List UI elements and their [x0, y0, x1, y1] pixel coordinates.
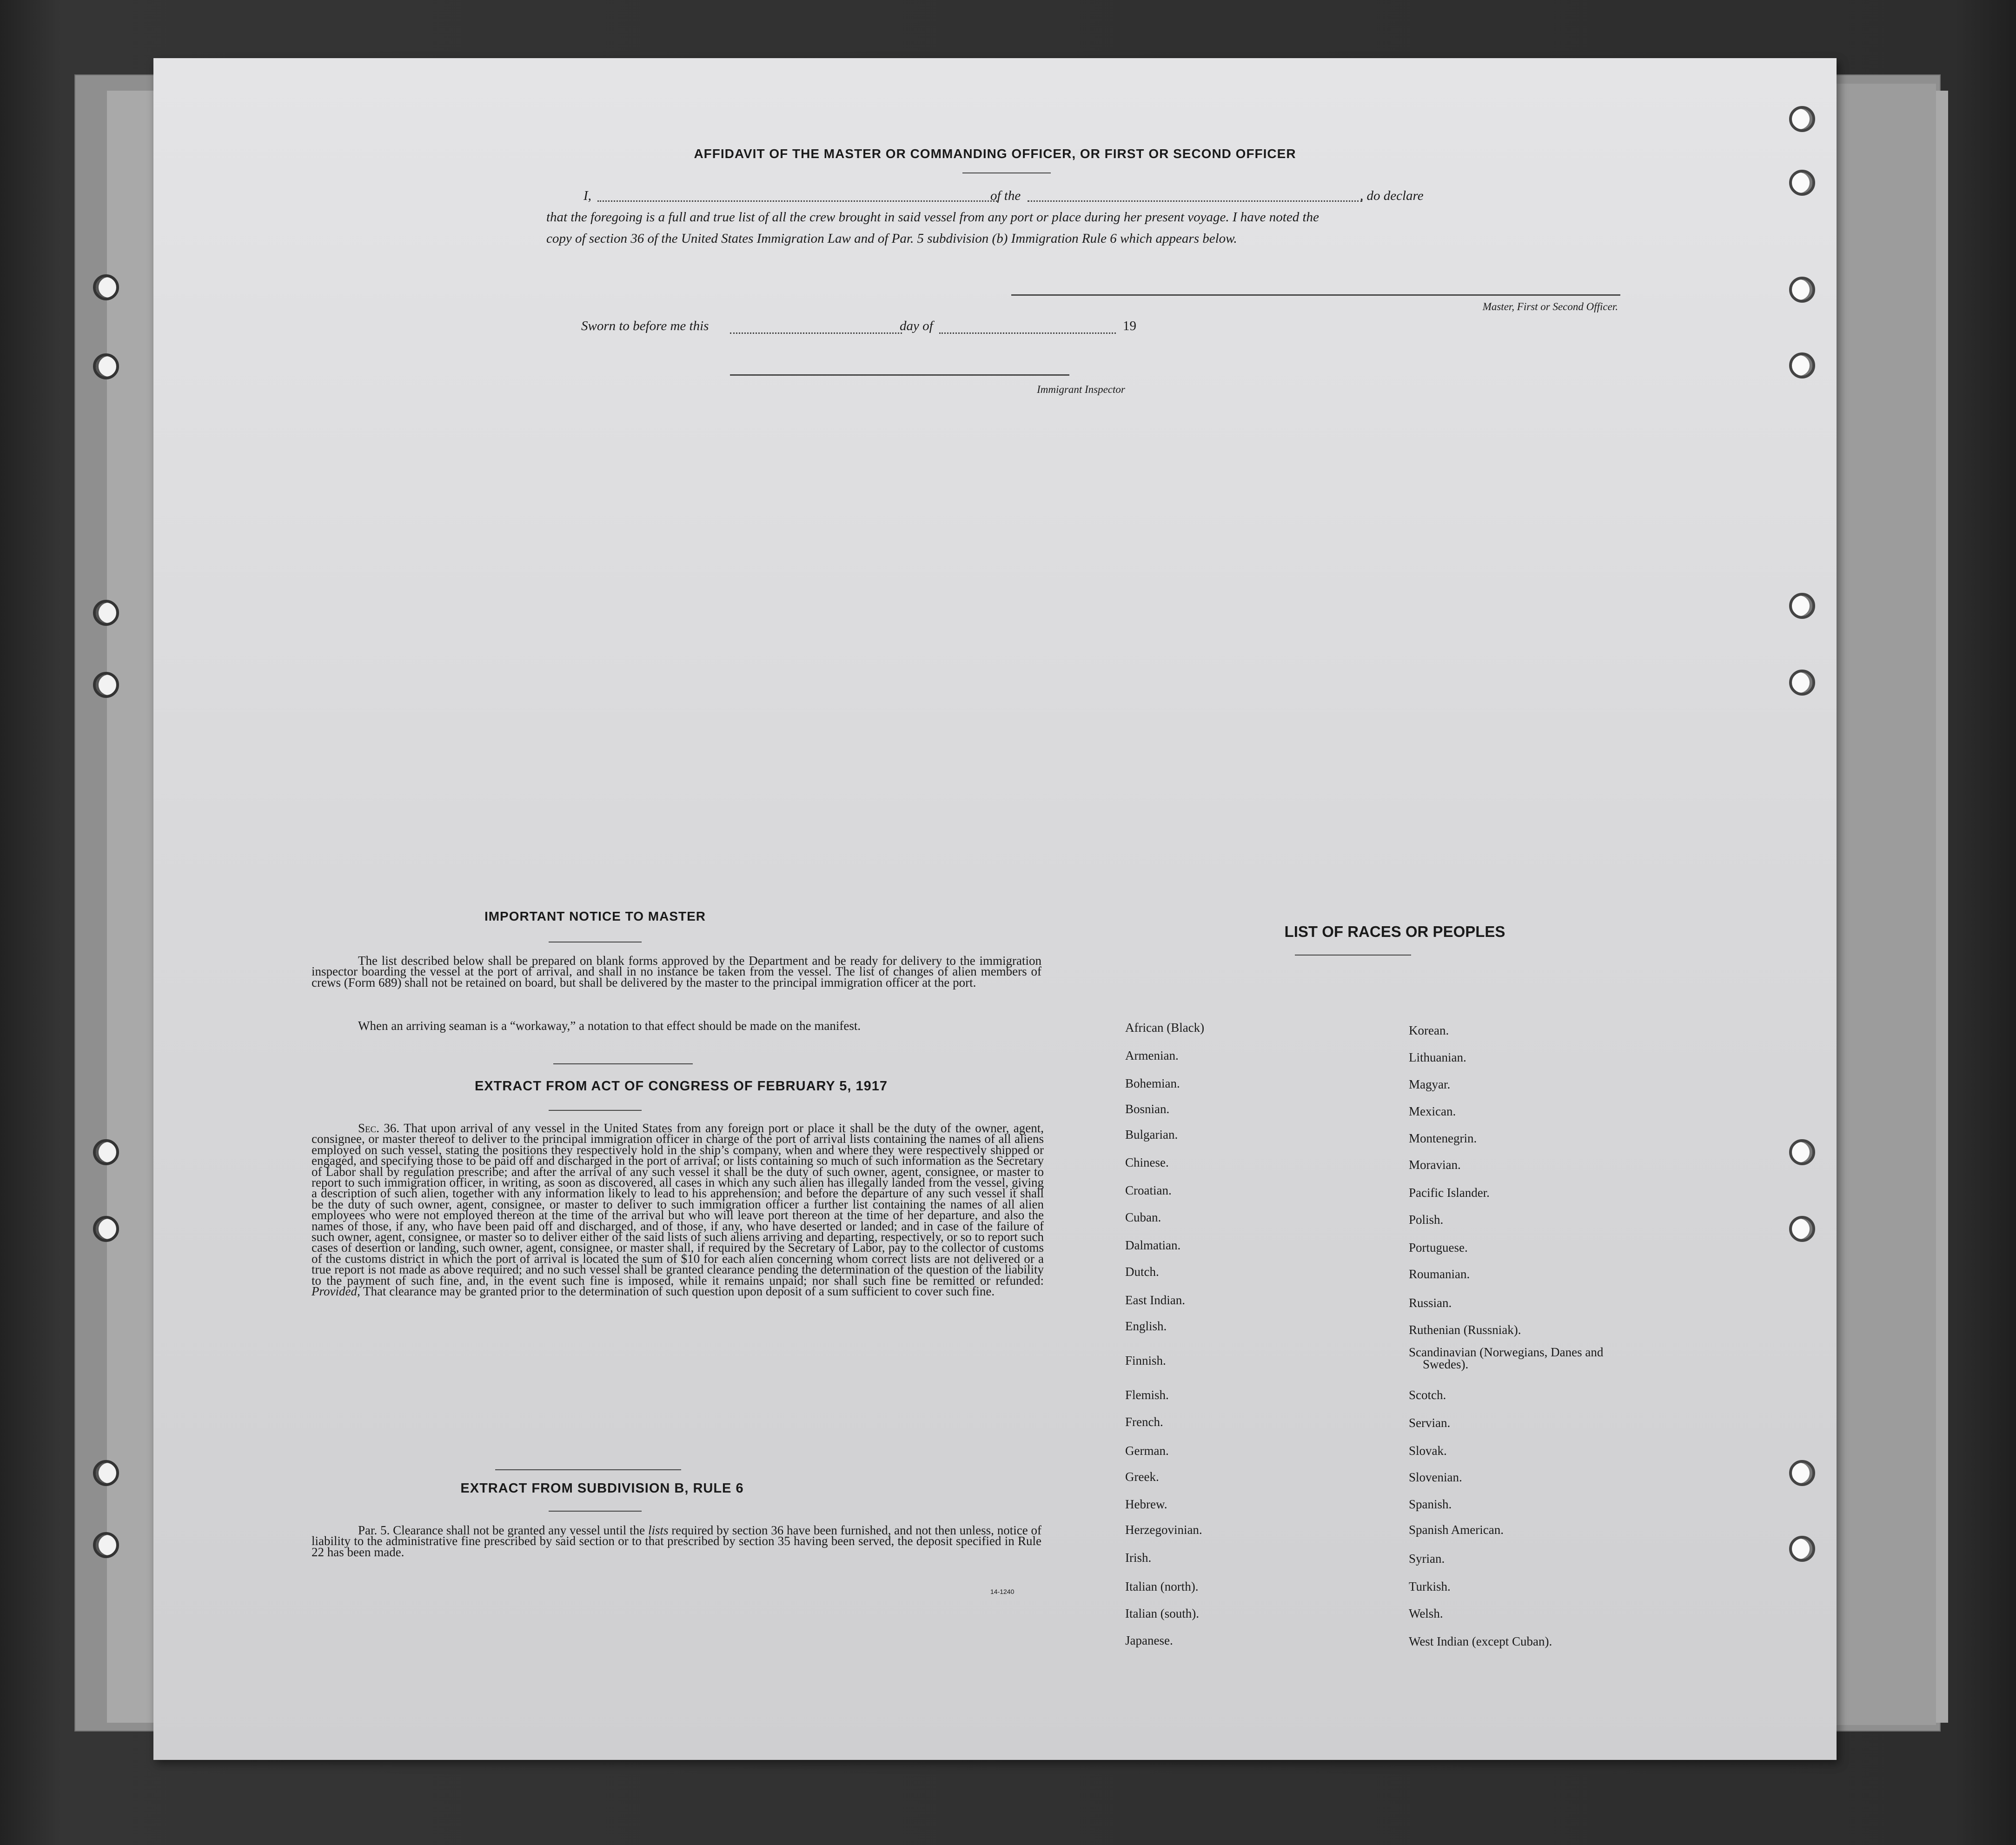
race-item: Lithuanian. [1409, 1050, 1466, 1064]
race-item: Scotch. [1409, 1388, 1446, 1402]
race-item: English. [1125, 1319, 1167, 1333]
race-item: Mexican. [1409, 1104, 1456, 1118]
race-item: Polish. [1409, 1213, 1444, 1227]
race-item: East Indian. [1125, 1293, 1185, 1307]
day-of-text: day of [900, 319, 933, 333]
race-item: Chinese. [1125, 1155, 1169, 1169]
inspector-caption: Immigrant Inspector [1037, 384, 1125, 395]
vessel-name-blank[interactable] [1028, 200, 1362, 202]
sworn-month-blank[interactable] [939, 332, 1116, 334]
signature-line[interactable] [1011, 294, 1620, 296]
race-item: Dutch. [1125, 1265, 1159, 1279]
lists-word: lists [648, 1523, 669, 1537]
binder-hole-icon [1789, 670, 1815, 696]
sworn-day-blank[interactable] [730, 332, 902, 334]
binder-hole-icon [93, 600, 119, 626]
binder-hole-icon [1789, 170, 1815, 196]
binder-hole-icon [1789, 106, 1815, 132]
binder-hole-icon [1789, 352, 1815, 378]
race-item: Korean. [1409, 1023, 1449, 1037]
race-item: Roumanian. [1409, 1267, 1470, 1281]
races-title: LIST OF RACES OR PEOPLES [1284, 923, 1505, 940]
section-text: That upon arrival of any vessel in the United States from any foreign port or place it shall be the duty of the owner, agent, consignee, or master thereof to deliver to the principal immigration officer in charge of the port of arrival lists containing the names of all aliens employed on such vessel, stating the positions they respectively hold in the ship’s company, when and where they were respectively shipped or engaged, and specifying those to be paid off and discharged in the port of arrival; or lists containing so much of such information as the Secretary of Labor shall by regulation prescribe; and after the arrival of any such vessel it shall be the duty of such owner, agent, consignee, or master to report to such immigration officer, in writing, as soon as discovered, all cases in which any such alien has illegally landed from the vessel, giving a description of such alien, together with any information likely to lead to his apprehension; and before the departure of any such vessel it shall be the duty of such owner, agent, consignee, or master to deliver to such immigration officer a further list containing the names of all alien employees who were not employed thereon at the time of the arrival but who will leave port thereon at the time of her departure, and also the names of those, if any, who have been paid off and discharged, and of those, if any, who have deserted or landed; and in case of the failure of such owner, agent, consignee, or master so to deliver either of the said lists of such aliens arriving and departing, respectively, or so to report such cases of desertion or landing, such owner, agent, consignee, or master shall, if required by the Secretary of Labor, pay to the collector of customs of the customs district in which the port of arrival is located the sum of $10 for each alien concerning whom correct lists are not delivered or a true report is not made as above required; and no such vessel shall be granted clearance pending the determination of the question of the liability to the payment of such fine, and, in the event such fine is imposed, while it remains unpaid; nor shall such fine be remitted or refunded: [312, 1121, 1044, 1288]
race-item: Ruthenian (Russniak). [1409, 1323, 1521, 1337]
affidavit-line: copy of section 36 of the United States Immigration Law and of Par. 5 subdivision (b) Immigration Rule 6 which appears below. [546, 231, 1237, 246]
race-item: Bosnian. [1125, 1102, 1170, 1116]
section-36-paragraph [312, 1123, 1044, 1297]
par-5-text-end: required by section 36 have been furnished, and not then unless, notice of liability to the administrative fine prescribed by said section or to that prescribed by section 35 having been served, the deposit specified in Rule 22 has been made. [312, 1523, 1041, 1559]
signature-caption: Master, First or Second Officer. [1482, 301, 1618, 312]
binder-hole-icon [93, 1460, 119, 1486]
binder-hole-icon [93, 353, 119, 379]
manifest-page [153, 58, 1837, 1760]
binder-hole-icon [93, 1532, 119, 1558]
notice-paragraph: When an arriving seaman is a “workaway,” a notation to that effect should be made on the manifest. [358, 1019, 861, 1033]
race-item: Dalmatian. [1125, 1238, 1181, 1252]
affidavit-of-the: of the [990, 188, 1021, 203]
race-item: Italian (south). [1125, 1606, 1199, 1620]
binder-hole-icon [1789, 1216, 1815, 1242]
race-item: Bulgarian. [1125, 1128, 1178, 1142]
race-item: Slovak. [1409, 1444, 1447, 1458]
race-item: Spanish. [1409, 1497, 1452, 1511]
extract-rule-title: EXTRACT FROM SUBDIVISION B, RULE 6 [460, 1481, 744, 1496]
race-item: Armenian. [1125, 1049, 1179, 1062]
binder-hole-icon [93, 672, 119, 698]
binder-hole-icon [93, 274, 119, 300]
race-item: German. [1125, 1444, 1169, 1458]
divider [495, 1469, 681, 1470]
affidavit-line: that the foregoing is a full and true list of all the crew brought in said vessel from any port or place during her present voyage. I have noted the [546, 210, 1319, 225]
divider [549, 1511, 642, 1512]
master-name-blank[interactable] [597, 200, 997, 202]
binder-hole-icon [1789, 593, 1815, 619]
year-prefix: 19 [1123, 319, 1136, 333]
race-item: French. [1125, 1415, 1163, 1429]
race-item: Welsh. [1409, 1606, 1443, 1620]
par-5-text: Par. 5. Clearance shall not be granted any vessel until the [358, 1523, 645, 1537]
race-item: Croatian. [1125, 1183, 1172, 1197]
race-item: Japanese. [1125, 1633, 1173, 1647]
binder-hole-icon [93, 1216, 119, 1242]
sworn-text: Sworn to before me this [581, 319, 709, 333]
race-item: Flemish. [1125, 1388, 1169, 1402]
race-item: Magyar. [1409, 1077, 1451, 1091]
race-item: Hebrew. [1125, 1497, 1167, 1511]
race-item: West Indian (except Cuban). [1409, 1634, 1552, 1648]
race-item: Italian (north). [1125, 1580, 1199, 1593]
race-item: Pacific Islander. [1409, 1186, 1490, 1200]
divider [553, 1063, 693, 1064]
section-label: Sec. 36. [358, 1121, 400, 1135]
race-item: Finnish. [1125, 1354, 1166, 1367]
race-item: Scandinavian (Norwegians, Danes and Swedes). [1409, 1345, 1604, 1371]
race-item: Spanish American. [1409, 1523, 1504, 1537]
race-item: Turkish. [1409, 1580, 1451, 1593]
binder-hole-icon [1789, 1536, 1815, 1562]
extract-act-title: EXTRACT FROM ACT OF CONGRESS OF FEBRUARY 5, 1917 [474, 1079, 888, 1094]
affidavit-i: I, [584, 188, 591, 203]
binder-hole-icon [93, 1139, 119, 1165]
inspector-signature-line[interactable] [730, 374, 1069, 376]
race-item: Bohemian. [1125, 1076, 1180, 1090]
race-item: African (Black) [1125, 1021, 1205, 1035]
race-item: Irish. [1125, 1551, 1152, 1565]
divider [1295, 955, 1411, 956]
par-5-paragraph [312, 1525, 1041, 1558]
race-item: Cuban. [1125, 1210, 1161, 1224]
binder-hole-icon [1789, 1139, 1815, 1165]
race-item: Greek. [1125, 1470, 1159, 1484]
provided-label: Provided, [312, 1284, 360, 1299]
race-item: Servian. [1409, 1416, 1451, 1430]
race-item: Russian. [1409, 1296, 1452, 1310]
race-item: Portuguese. [1409, 1241, 1468, 1254]
form-number: 14-1240 [990, 1588, 1015, 1595]
divider [549, 1110, 642, 1111]
affidavit-declare: , do declare [1360, 188, 1424, 203]
race-item: Syrian. [1409, 1552, 1445, 1566]
notice-paragraph: The list described below shall be prepared on blank forms approved by the Department and be ready for delivery to the immigration inspector boarding the vessel at the port of arrival, and shall in no instance be taken from the vessel. The list of changes of alien members of crews (Form 689) shall not be retained on board, but shall be delivered by the master to the principal immigration officer at the port. [312, 954, 1041, 989]
race-item: Slovenian. [1409, 1470, 1462, 1484]
section-text-end: That clearance may be granted prior to the determination of such question upon deposit of a sum sufficient to cover such fine. [363, 1284, 995, 1299]
race-item: Montenegrin. [1409, 1131, 1477, 1145]
notice-title: IMPORTANT NOTICE TO MASTER [484, 909, 706, 923]
race-item: Moravian. [1409, 1158, 1461, 1172]
binder-hole-icon [1789, 277, 1815, 303]
affidavit-title: AFFIDAVIT OF THE MASTER OR COMMANDING OFFICER, OR FIRST OR SECOND OFFICER [694, 146, 1296, 161]
binder-hole-icon [1789, 1460, 1815, 1486]
race-item: Herzegovinian. [1125, 1523, 1202, 1537]
